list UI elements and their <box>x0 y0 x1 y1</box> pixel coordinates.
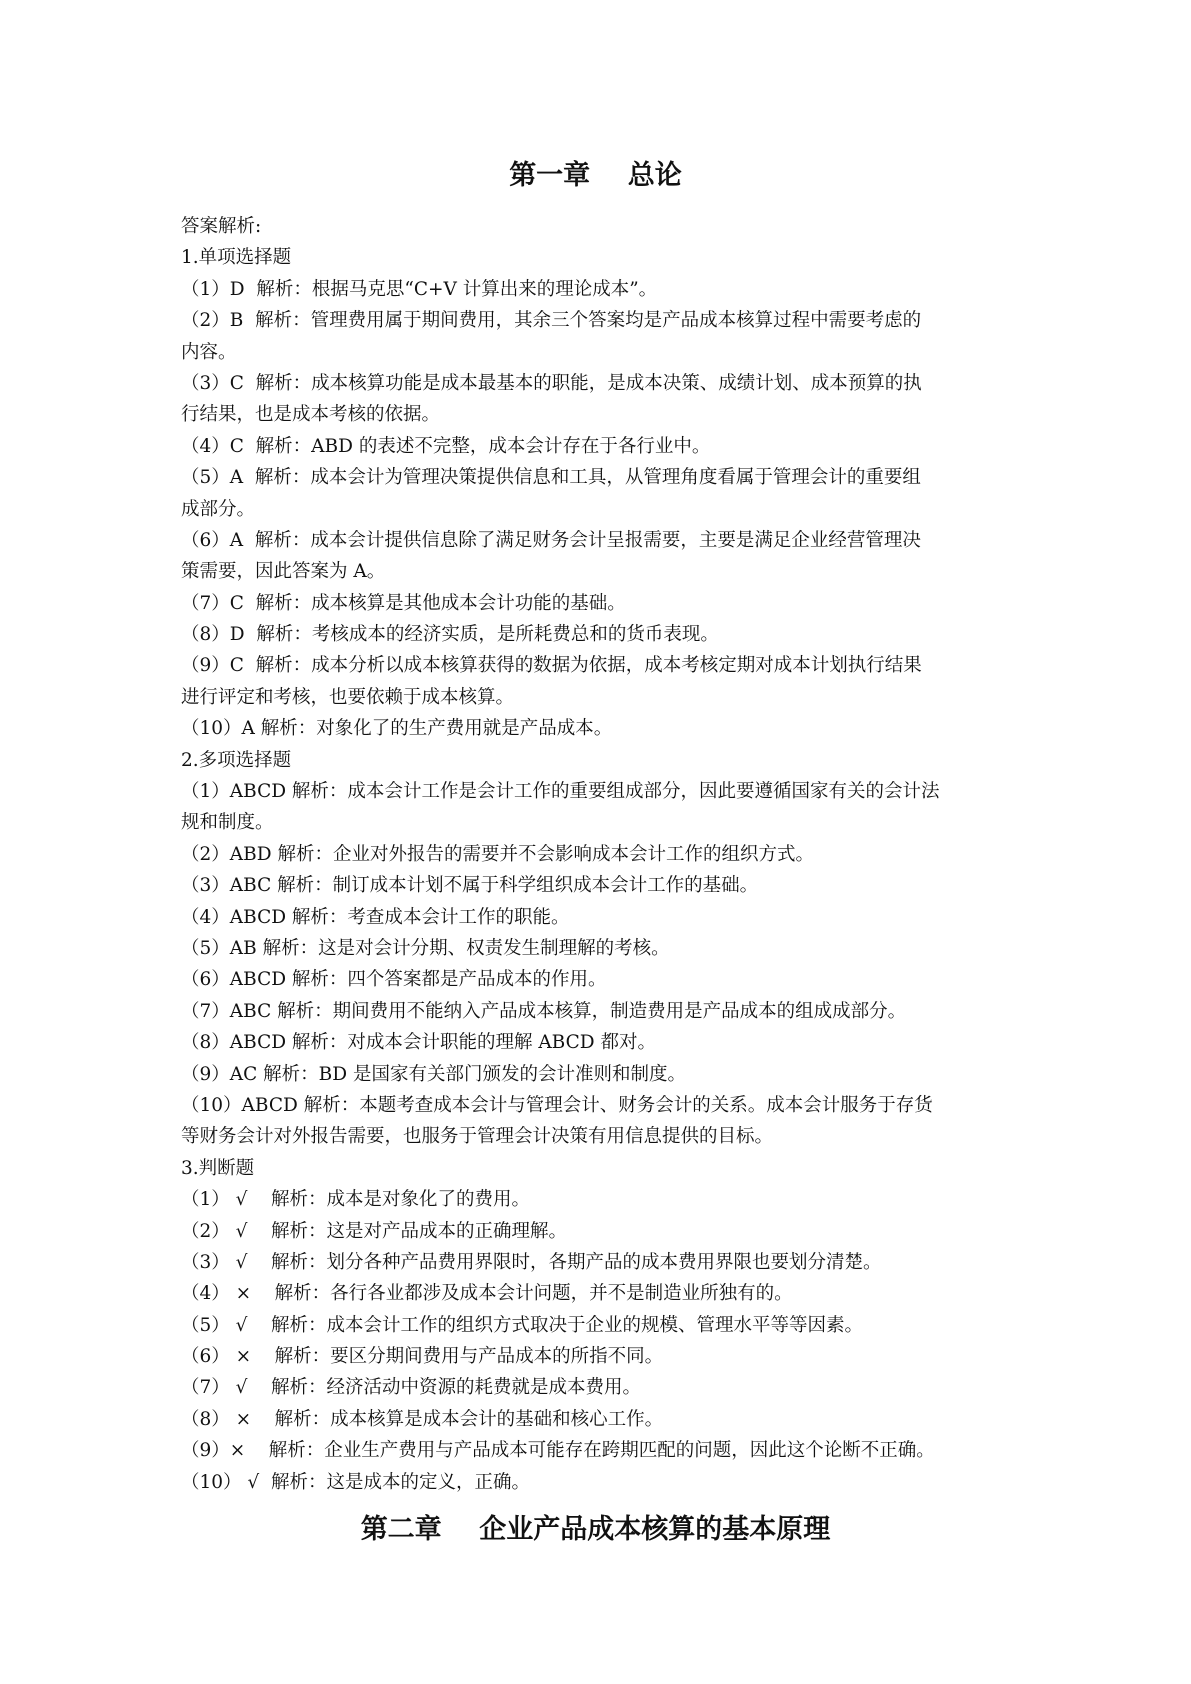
text-line: （9）AC 解析：BD 是国家有关部门颁发的会计准则和制度。 <box>181 1063 686 1085</box>
text-line: （9）C 解析：成本分析以成本核算获得的数据为依据，成本考核定期对成本计划执行结果 <box>181 655 922 677</box>
text-line: （10） √ 解析：这是成本的定义，正确。 <box>181 1471 530 1493</box>
text-line: （4）C 解析：ABD 的表述不完整，成本会计存在于各行业中。 <box>181 435 711 457</box>
text-line: （1）D 解析：根据马克思“C+V 计算出来的理论成本”。 <box>181 278 658 300</box>
text-line: 内容。 <box>181 341 237 363</box>
text-line: （4） × 解析：各行各业都涉及成本会计问题，并不是制造业所独有的。 <box>181 1283 793 1305</box>
chapter-2-title: 第二章 企业产品成本核算的基本原理 <box>360 1514 831 1545</box>
text-line: （7） √ 解析：经济活动中资源的耗费就是成本费用。 <box>181 1377 641 1399</box>
text-line: （3）C 解析：成本核算功能是成本最基本的职能，是成本决策、成绩计划、成本预算的执 <box>181 372 922 394</box>
text-line: （10）A 解析：对象化了的生产费用就是产品成本。 <box>181 718 613 740</box>
text-line: （3）ABC 解析：制订成本计划不属于科学组织成本会计工作的基础。 <box>181 875 759 897</box>
text-line: （6） × 解析：要区分期间费用与产品成本的所指不同。 <box>181 1346 664 1368</box>
text-line: （5）A 解析：成本会计为管理决策提供信息和工具，从管理角度看属于管理会计的重要组 <box>181 467 921 489</box>
text-line: （7）ABC 解析：期间费用不能纳入产品成本核算，制造费用是产品成本的组成成部分。 <box>181 1000 907 1022</box>
text-line: （6）ABCD 解析：四个答案都是产品成本的作用。 <box>181 969 607 991</box>
text-line: （8）D 解析：考核成本的经济实质，是所耗费总和的货币表现。 <box>181 624 719 646</box>
text-line: （4）ABCD 解析：考查成本会计工作的职能。 <box>181 906 570 928</box>
text-line: 进行评定和考核，也要依赖于成本核算。 <box>181 686 515 708</box>
chapter-1-title: 第一章 总论 <box>509 160 682 191</box>
section-heading-multiple-choice: 2.多项选择题 <box>181 749 292 771</box>
text-line: （3） √ 解析：划分各种产品费用界限时，各期产品的成本费用界限也要划分清楚。 <box>181 1251 882 1273</box>
text-line: 等财务会计对外报告需要，也服务于管理会计决策有用信息提供的目标。 <box>181 1126 774 1148</box>
text-line: （8）ABCD 解析：对成本会计职能的理解 ABCD 都对。 <box>181 1032 656 1054</box>
text-line: （5）AB 解析：这是对会计分期、权责发生制理解的考核。 <box>181 937 670 959</box>
text-line: （10）ABCD 解析：本题考查成本会计与管理会计、财务会计的关系。成本会计服务于存货 <box>181 1094 933 1116</box>
text-line: （2） √ 解析：这是对产品成本的正确理解。 <box>181 1220 567 1242</box>
text-line: （7）C 解析：成本核算是其他成本会计功能的基础。 <box>181 592 626 614</box>
text-line: 策需要，因此答案为 A。 <box>181 561 386 583</box>
answer-analysis-body <box>181 211 1016 1498</box>
text-line: （6）A 解析：成本会计提供信息除了满足财务会计呈报需要，主要是满足企业经营管理决 <box>181 529 921 551</box>
text-line: （2）B 解析：管理费用属于期间费用，其余三个答案均是产品成本核算过程中需要考虑的 <box>181 310 922 332</box>
section-heading-true-false: 3.判断题 <box>181 1157 255 1179</box>
text-line: 成部分。 <box>181 498 256 520</box>
text-line: （1） √ 解析：成本是对象化了的费用。 <box>181 1189 530 1211</box>
text-line: 行结果，也是成本考核的依据。 <box>181 404 441 426</box>
text-line: （1）ABCD 解析：成本会计工作是会计工作的重要组成部分，因此要遵循国家有关的会计法 <box>181 781 940 803</box>
text-line: 规和制度。 <box>181 812 274 834</box>
text-line: （9）× 解析：企业生产费用与产品成本可能存在跨期匹配的问题，因此这个论断不正确。 <box>181 1440 935 1462</box>
section-intro: 答案解析: <box>181 216 262 237</box>
section-heading-single-choice: 1.单项选择题 <box>181 247 292 269</box>
text-line: （5） √ 解析：成本会计工作的组织方式取决于企业的规模、管理水平等等因素。 <box>181 1314 863 1336</box>
text-line: （8） × 解析：成本核算是成本会计的基础和核心工作。 <box>181 1408 664 1430</box>
text-line: （2）ABD 解析：企业对外报告的需要并不会影响成本会计工作的组织方式。 <box>181 843 814 865</box>
